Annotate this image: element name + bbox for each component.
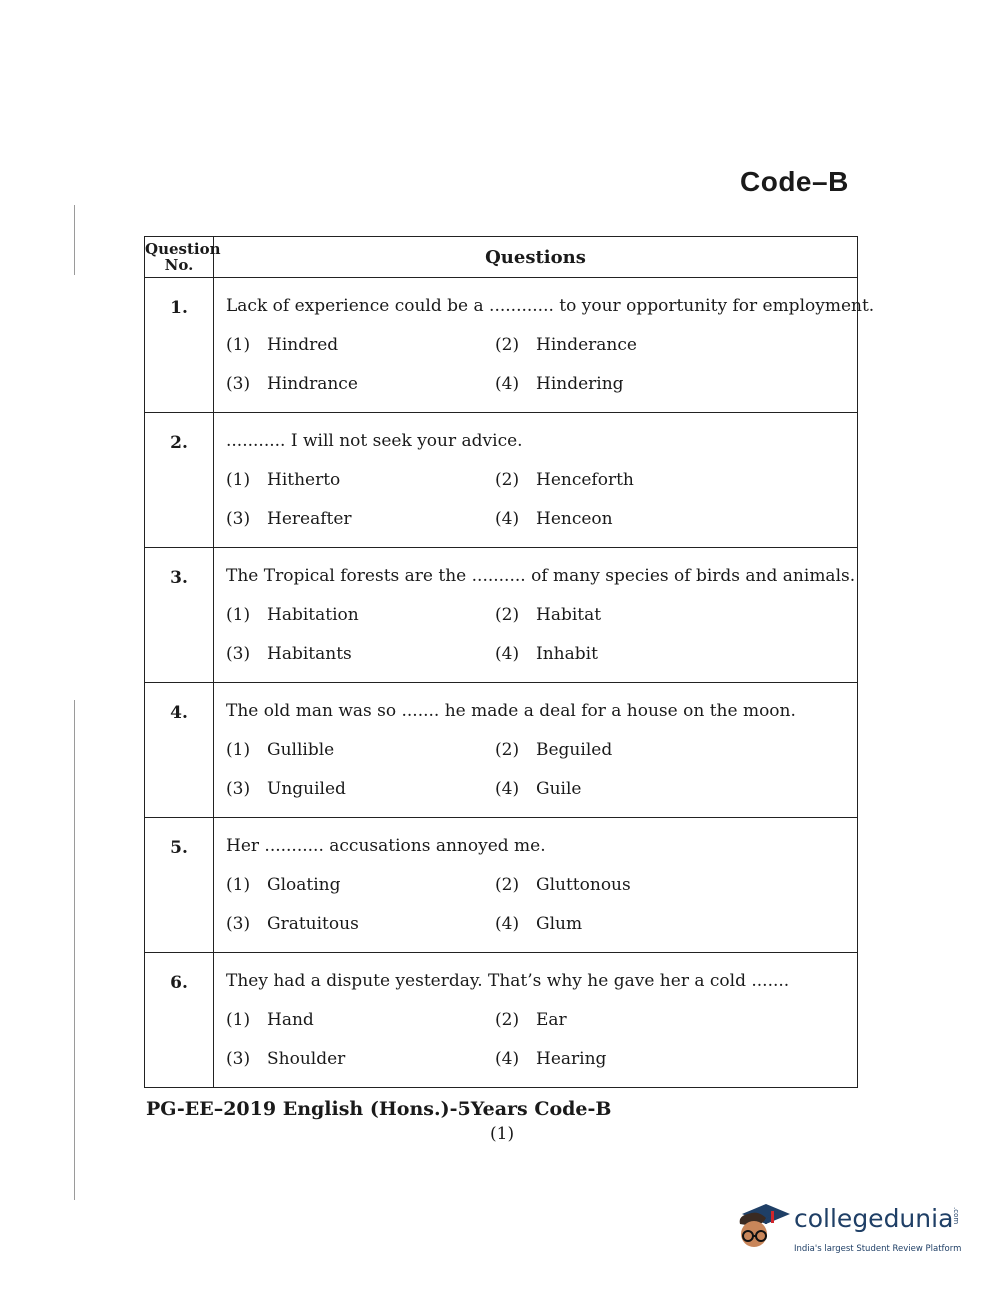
logo-suffix: .com xyxy=(952,1207,960,1225)
option-item[interactable] xyxy=(226,914,495,936)
question-cell xyxy=(214,683,858,818)
option-item[interactable] xyxy=(495,779,795,801)
question-number: 4. xyxy=(145,683,214,818)
question-cell xyxy=(214,953,858,1088)
option-item[interactable] xyxy=(226,509,495,531)
option-item[interactable] xyxy=(495,470,795,492)
option-text: Gluttonous xyxy=(536,875,631,895)
logo-tagline: India's largest Student Review Platform xyxy=(794,1244,962,1254)
option-item[interactable] xyxy=(495,875,795,897)
question-stem: The old man was so ....... he made a deal for a house on the moon. xyxy=(226,701,796,721)
footer-code: PG-EE–2019 English (Hons.)-5Years Code-B xyxy=(146,1098,612,1120)
option-text: Hitherto xyxy=(267,470,341,490)
collegedunia-logo xyxy=(732,1196,962,1256)
option-text: Glum xyxy=(536,914,583,934)
question-table xyxy=(144,236,875,1088)
question-number: 6. xyxy=(145,953,214,1088)
question-number: 5. xyxy=(145,818,214,953)
options-grid xyxy=(226,470,857,531)
table-header-row xyxy=(145,237,858,278)
question-number: 1. xyxy=(145,278,214,413)
option-number: (4) xyxy=(495,779,520,799)
question-rows xyxy=(145,278,875,1088)
options-grid xyxy=(226,605,857,666)
option-text: Hand xyxy=(267,1010,314,1030)
option-number: (1) xyxy=(226,1010,251,1030)
question-stem: Her ........... accusations annoyed me. xyxy=(226,836,546,856)
option-item[interactable] xyxy=(495,509,795,531)
option-text: Henceon xyxy=(536,509,613,529)
logo-name: collegedunia xyxy=(794,1204,954,1233)
option-text: Inhabit xyxy=(536,644,598,664)
option-item[interactable] xyxy=(495,644,795,666)
option-number: (2) xyxy=(495,335,520,355)
col-qno-line1: Question xyxy=(145,240,221,258)
question-stem: They had a dispute yesterday. That’s why he gave her a cold ....... xyxy=(226,971,790,991)
option-item[interactable] xyxy=(226,1049,495,1071)
question-row xyxy=(145,278,858,413)
question-number: 3. xyxy=(145,548,214,683)
options-grid xyxy=(226,875,857,936)
option-number: (3) xyxy=(226,779,251,799)
option-item[interactable] xyxy=(226,644,495,666)
page-number: (1) xyxy=(490,1124,515,1144)
question-cell xyxy=(214,278,875,413)
question-row xyxy=(145,413,858,548)
option-text: Hinderance xyxy=(536,335,637,355)
option-number: (4) xyxy=(495,374,520,394)
option-item[interactable] xyxy=(226,374,495,396)
option-number: (3) xyxy=(226,644,251,664)
option-text: Beguiled xyxy=(536,740,613,760)
option-number: (2) xyxy=(495,1010,520,1030)
option-text: Gratuitous xyxy=(267,914,359,934)
option-text: Hereafter xyxy=(267,509,352,529)
option-text: Unguiled xyxy=(267,779,346,799)
option-number: (2) xyxy=(495,605,520,625)
option-number: (2) xyxy=(495,875,520,895)
question-row xyxy=(145,548,858,683)
mascot-logo-icon xyxy=(732,1196,796,1256)
question-stem: ........... I will not seek your advice. xyxy=(226,431,523,451)
question-number: 2. xyxy=(145,413,214,548)
option-item[interactable] xyxy=(495,1010,795,1032)
col-question-no xyxy=(145,237,221,278)
option-item[interactable] xyxy=(495,740,795,762)
option-item[interactable] xyxy=(495,914,795,936)
option-text: Habitat xyxy=(536,605,602,625)
option-item[interactable] xyxy=(226,740,495,762)
option-item[interactable] xyxy=(226,779,495,801)
scan-margin-line xyxy=(74,700,75,1200)
option-item[interactable] xyxy=(226,875,495,897)
option-text: Hindred xyxy=(267,335,339,355)
question-row xyxy=(145,818,858,953)
options-grid xyxy=(226,740,857,801)
option-text: Gullible xyxy=(267,740,335,760)
options-grid xyxy=(226,335,857,396)
option-text: Hindering xyxy=(536,374,624,394)
scan-margin-line xyxy=(74,205,75,275)
question-stem: Lack of experience could be a ............ to your opportunity for employment. xyxy=(226,296,875,316)
option-item[interactable] xyxy=(226,470,495,492)
option-number: (2) xyxy=(495,470,520,490)
option-text: Habitation xyxy=(267,605,359,625)
option-text: Guile xyxy=(536,779,582,799)
option-number: (2) xyxy=(495,740,520,760)
option-item[interactable] xyxy=(495,335,795,357)
question-cell xyxy=(214,548,858,683)
question-cell xyxy=(214,818,858,953)
option-number: (4) xyxy=(495,509,520,529)
option-text: Hindrance xyxy=(267,374,358,394)
option-number: (3) xyxy=(226,509,251,529)
option-number: (1) xyxy=(226,740,251,760)
option-text: Shoulder xyxy=(267,1049,346,1069)
col-qno-line2: No. xyxy=(164,256,194,274)
question-cell xyxy=(214,413,858,548)
col-questions: Questions xyxy=(214,237,858,278)
option-item[interactable] xyxy=(495,374,795,396)
option-item[interactable] xyxy=(495,1049,795,1071)
option-number: (4) xyxy=(495,644,520,664)
option-number: (3) xyxy=(226,1049,251,1069)
options-grid xyxy=(226,1010,857,1071)
option-number: (1) xyxy=(226,335,251,355)
question-stem: The Tropical forests are the .......... of many species of birds and animals. xyxy=(226,566,856,586)
option-number: (1) xyxy=(226,470,251,490)
option-text: Gloating xyxy=(267,875,341,895)
option-item[interactable] xyxy=(495,605,795,627)
option-text: Hearing xyxy=(536,1049,607,1069)
option-number: (3) xyxy=(226,374,251,394)
option-item[interactable] xyxy=(226,605,495,627)
option-text: Henceforth xyxy=(536,470,634,490)
option-text: Habitants xyxy=(267,644,352,664)
question-row xyxy=(145,683,858,818)
option-number: (4) xyxy=(495,1049,520,1069)
option-text: Ear xyxy=(536,1010,567,1030)
option-number: (3) xyxy=(226,914,251,934)
option-item[interactable] xyxy=(226,335,495,357)
option-number: (1) xyxy=(226,875,251,895)
option-number: (1) xyxy=(226,605,251,625)
option-number: (4) xyxy=(495,914,520,934)
option-item[interactable] xyxy=(226,1010,495,1032)
question-row xyxy=(145,953,858,1088)
code-label: Code–B xyxy=(740,166,849,197)
